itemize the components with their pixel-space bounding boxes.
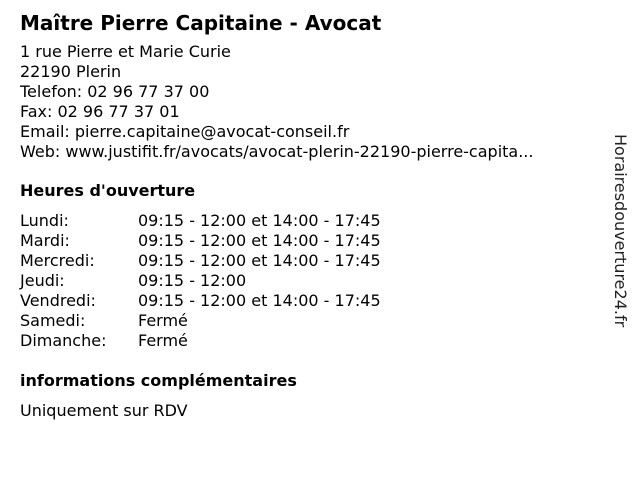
day-label: Mardi: — [20, 231, 70, 250]
business-details — [20, 10, 605, 421]
day-label: Mercredi: — [20, 251, 95, 270]
hours-row-tuesday — [20, 231, 605, 251]
time-range: 09:15 - 12:00 et 14:00 - 17:45 — [138, 251, 381, 270]
hours-row-monday — [20, 211, 605, 231]
address-street: 1 rue Pierre et Marie Curie — [20, 42, 231, 61]
time-range: Fermé — [138, 331, 188, 350]
website-url: Web: www.justifit.fr/avocats/avocat-plerin-22190-pierre-capita... — [20, 142, 534, 161]
additional-info-heading: informations complémentaires — [20, 371, 297, 390]
hours-row-friday — [20, 291, 605, 311]
hours-row-saturday — [20, 311, 605, 331]
time-range: 09:15 - 12:00 et 14:00 - 17:45 — [138, 211, 381, 230]
hours-row-wednesday — [20, 251, 605, 271]
additional-info-text: Uniquement sur RDV — [20, 401, 188, 420]
opening-hours-table — [20, 211, 605, 351]
contact-block — [20, 42, 605, 162]
day-label: Jeudi: — [20, 271, 65, 290]
hours-row-thursday — [20, 271, 605, 291]
email-address: Email: pierre.capitaine@avocat-conseil.fr — [20, 122, 350, 141]
day-label: Samedi: — [20, 311, 86, 330]
time-range: 09:15 - 12:00 — [138, 271, 247, 290]
fax-number: Fax: 02 96 77 37 01 — [20, 102, 180, 121]
time-range: 09:15 - 12:00 et 14:00 - 17:45 — [138, 231, 381, 250]
business-title: Maître Pierre Capitaine - Avocat — [20, 11, 382, 35]
opening-hours-heading: Heures d'ouverture — [20, 181, 196, 200]
phone-number: Telefon: 02 96 77 37 00 — [20, 82, 210, 101]
day-label: Dimanche: — [20, 331, 107, 350]
time-range: 09:15 - 12:00 et 14:00 - 17:45 — [138, 291, 381, 310]
hours-row-sunday — [20, 331, 605, 351]
time-range: Fermé — [138, 311, 188, 330]
day-label: Lundi: — [20, 211, 69, 230]
address-city: 22190 Plerin — [20, 62, 122, 81]
watermark-text: Horairesdouverture24.fr — [611, 134, 630, 328]
day-label: Vendredi: — [20, 291, 96, 310]
